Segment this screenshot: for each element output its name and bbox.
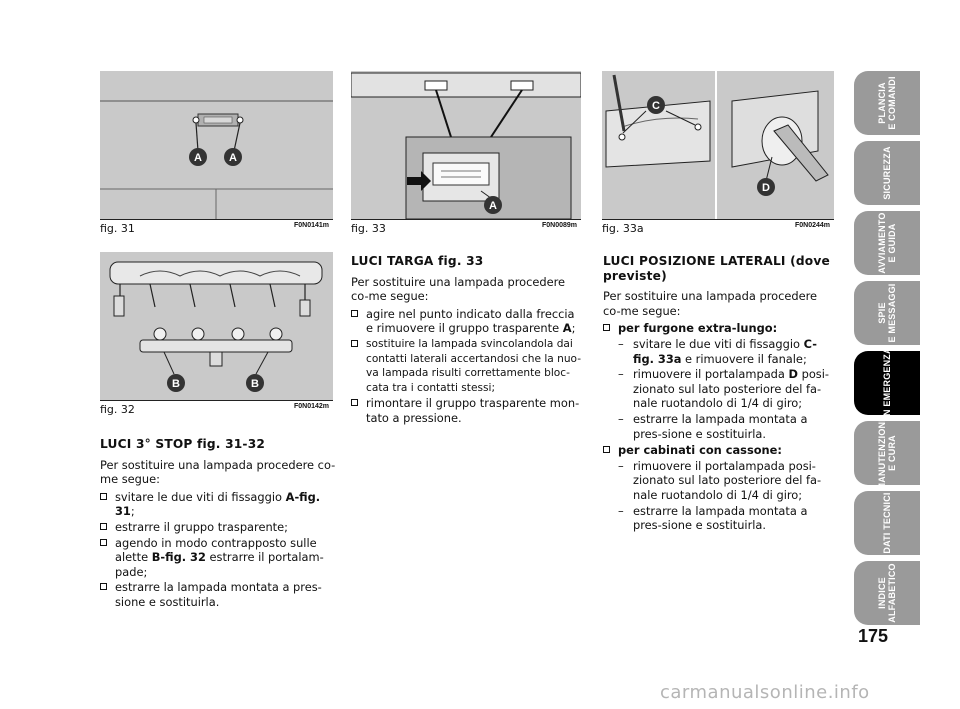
figure-33-code: F0N0089m xyxy=(542,222,578,229)
step-item: – rimuovere il portalampada D posi-zionato sul lato posteriore del fa-nale ruotandolo di 1/4 di giro; xyxy=(618,367,830,411)
license-plate-light-drawing xyxy=(351,71,581,219)
dash-bullet: – xyxy=(618,458,624,473)
checkbox-bullet-icon xyxy=(603,446,610,453)
figure-32-rule xyxy=(100,400,333,401)
section-title: LUCI POSIZIONE LATERALI (dove previste) xyxy=(603,254,830,283)
figure-label-a-right: A xyxy=(229,152,237,164)
checkbox-bullet-icon xyxy=(351,340,358,347)
checkbox-bullet-icon xyxy=(603,324,610,331)
step-list xyxy=(603,321,835,532)
figure-label-a: A xyxy=(489,200,497,212)
checkbox-bullet-icon xyxy=(100,523,107,530)
figure-31-code: F0N0141m xyxy=(294,222,330,229)
figure-33-image xyxy=(351,71,581,219)
figure-label-d: D xyxy=(762,182,770,194)
step-item: agire nel punto indicato dalla freccia e rimuovere il gruppo trasparente A; xyxy=(351,307,584,336)
step-item: sostituire la lampada svincolandola dai contatti laterali accertandosi che la nuo-va lampada risulti correttamente bloc-cata tra i contatti stessi; xyxy=(351,337,584,395)
tab-manutenzione-e-cura[interactable]: MANUTENZIONE E CURA xyxy=(854,421,920,485)
section-luci-3-stop xyxy=(100,437,336,611)
figure-32-image xyxy=(100,252,333,400)
tab-plancia-e-comandi[interactable]: PLANCIA E COMANDI xyxy=(854,71,920,135)
step-item: – estrarre la lampada montata a pres-sione e sostituirla. xyxy=(618,411,808,441)
section-title: LUCI 3° STOP fig. 31-32 xyxy=(100,437,266,451)
dash-bullet: – xyxy=(618,503,624,518)
figure-label-c: C xyxy=(652,100,660,112)
page-number: 175 xyxy=(858,626,889,646)
step-item: rimontare il gruppo trasparente mon-tato a pressione. xyxy=(351,396,584,425)
checkbox-bullet-icon xyxy=(351,399,358,406)
section-title: LUCI TARGA fig. 33 xyxy=(351,254,484,268)
tab-indice-alfabetico[interactable]: INDICE ALFABETICO xyxy=(854,561,920,625)
step-item: estrarre la lampada montata a pres-sione e sostituirla. xyxy=(100,580,336,609)
section-luci-targa xyxy=(351,254,584,427)
dash-bullet: – xyxy=(618,411,624,426)
step-list xyxy=(351,307,584,426)
figure-33-caption: fig. 33 xyxy=(351,222,386,235)
checkbox-bullet-icon xyxy=(100,539,107,546)
step-item: svitare le due viti di fissaggio A-fig. 31; xyxy=(100,490,336,519)
step-list xyxy=(100,490,336,610)
section-intro: Per sostituire una lampada procedere co-me segue: xyxy=(351,274,566,304)
figure-31-caption: fig. 31 xyxy=(100,222,135,235)
figure-33a-caption: fig. 33a xyxy=(602,222,644,235)
tab-dati-tecnici[interactable]: DATI TECNICI xyxy=(854,491,920,555)
figure-31-image xyxy=(100,71,333,219)
side-marker-light-drawing xyxy=(602,71,834,219)
figure-label-a-left: A xyxy=(194,152,202,164)
figure-33a-rule xyxy=(602,219,834,220)
figure-33a-code: F0N0244m xyxy=(795,222,831,229)
watermark: carmanualsonline.info xyxy=(660,682,870,703)
figure-label-b-right: B xyxy=(251,378,259,390)
tab-sicurezza[interactable]: SICUREZZA xyxy=(854,141,920,205)
step-item: estrarre il gruppo trasparente; xyxy=(100,520,336,535)
figure-33-rule xyxy=(351,219,581,220)
checkbox-bullet-icon xyxy=(351,310,358,317)
section-luci-posizione-laterali xyxy=(603,254,835,534)
step-item: – svitare le due viti di fissaggio C-fig. 33a e rimuovere il fanale; xyxy=(618,336,817,366)
step-item: – rimuovere il portalampada posi-zionato sul lato posteriore del fa-nale ruotandolo di 1/4 di giro; xyxy=(618,458,822,502)
figure-label-b-left: B xyxy=(172,378,180,390)
stop-light-bulb-holder-drawing xyxy=(100,252,333,400)
section-intro: Per sostituire una lampada procedere co-me segue: xyxy=(100,457,336,487)
step-item: agendo in modo contrapposto sulle alette B-fig. 32 estrarre il portalam-pade; xyxy=(100,536,336,580)
tab-in-emergenza[interactable]: IN EMERGENZA xyxy=(854,351,920,415)
section-intro: Per sostituire una lampada procedere co-me segue: xyxy=(603,289,818,318)
figure-32-caption: fig. 32 xyxy=(100,403,135,416)
tab-spie-e-messaggi[interactable]: SPIE E MESSAGGI xyxy=(854,281,920,345)
dash-bullet: – xyxy=(618,336,624,351)
step-group-heading: per cabinati con cassone: xyxy=(603,443,835,458)
rear-top-stop-light-drawing xyxy=(100,71,333,219)
figure-32-code: F0N0142m xyxy=(294,403,330,410)
figure-31-rule xyxy=(100,219,333,220)
step-item: – estrarre la lampada montata a pres-sione e sostituirla. xyxy=(618,503,808,533)
step-group-heading: per furgone extra-lungo: xyxy=(603,321,835,336)
figure-33a-image xyxy=(602,71,834,219)
dash-bullet: – xyxy=(618,367,624,382)
checkbox-bullet-icon xyxy=(100,583,107,590)
tab-avviamento-e-guida[interactable]: AVVIAMENTO E GUIDA xyxy=(854,211,920,275)
checkbox-bullet-icon xyxy=(100,493,107,500)
